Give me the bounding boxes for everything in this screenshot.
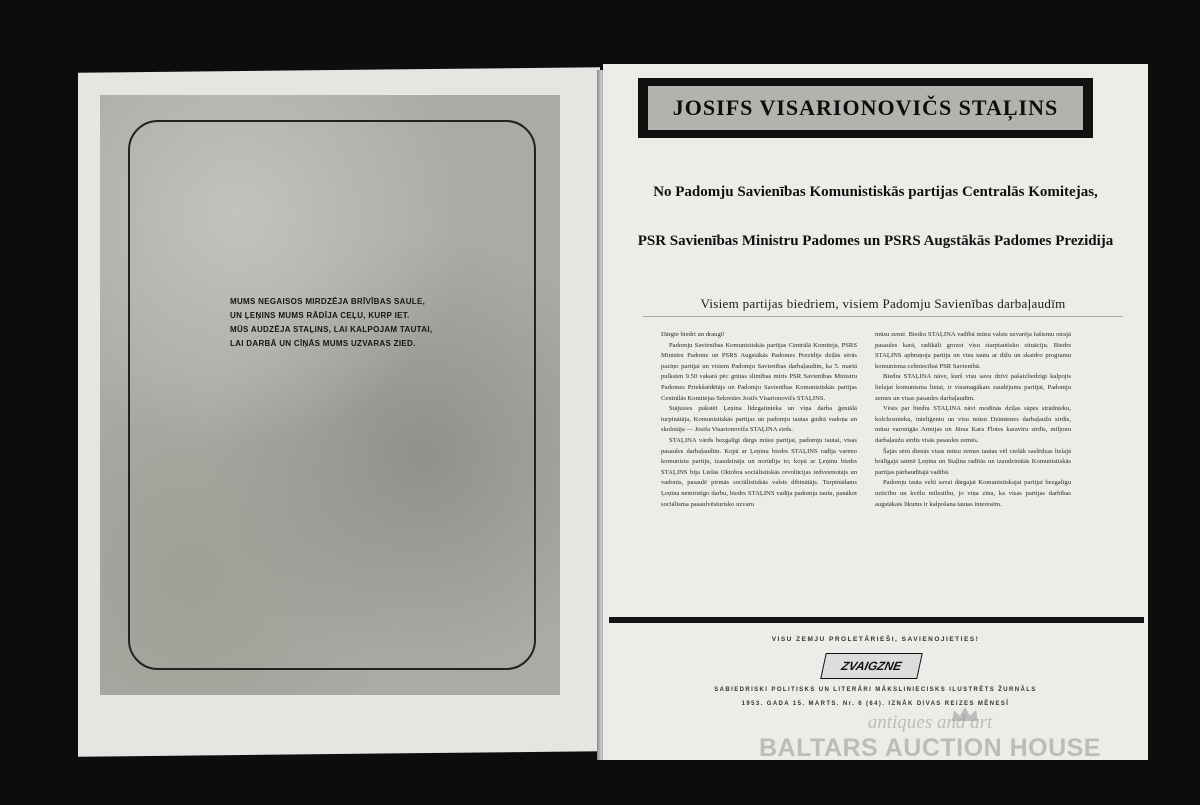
heading-central-committee: No Padomju Savienības Komunistiskās partijas Centralās Komitejas, (653, 184, 1098, 200)
title-banner (638, 78, 1093, 138)
paragraph: Šajās sēru dienās visas mūsu zemes tautas vēl ciešāk saslēdzas lielajā brālīgajā saimē Ļeņina un Staļina radītās un izaudzinātās Komunistiskās partijas pārbaudītajā vadībā. (875, 447, 1071, 476)
thick-divider (609, 617, 1144, 623)
address-line: Visiem partijas biedriem, visiem Padomju Savienības darbaļaudīm (700, 296, 1066, 311)
paragraph: Vēsts par biedra STAĻINA nāvi modinās dziļas sāpes strādnieku, kolchoznieku, inteliģentu un visu mūsu Dzimtenes darbaļaužu sirdīs, mūsu varonīgās Armijas un Jūras Kara Flotes karavīru sirdīs, miljonu darbaļaužu sirdīs visās pasaules zemēs. (875, 405, 1071, 444)
page-title: JOSIFS VISARIONOVIČS STAĻINS (648, 86, 1083, 130)
paragraph: Padomju Savienības Komunistiskās partijas Centrālā Komiteja, PSRS Ministru Padome un PSRS Augstākās Padomes Prezidijs dziļās sērās paziņo partijai un visiem Padomju Savienības darbaļaudīm, ka 5. martā pulksten 9.50 vakarā pēc grūtas slimības miris PSR Savienības Ministru Padomes Priekšsēdētājs un Padomju Savienības Komunistiskās partijas Centrālās Komitejas Sekretārs Josifs Visarionovičs STAĻINS. (661, 341, 857, 402)
paragraph: Dārgie biedri un draugi! (661, 331, 725, 338)
paragraph: Padomju tauta velti savai dārgajai Komunistiskajai partijai bezgalīgu uzticību un kvēlu mīlestību, jo viņa zina, ka visas partijas darbības augstākais likums ir kalpošana tautas interesēm. (875, 479, 1071, 508)
paragraph: Stājusies pukstēt Ļeņina līdzgaitnieka un viņa darba ģeniālā turpinātāja, Komunistiskās partijas un padomju tautas gudrā vadoņa un skolotāja — Josifa Visarionoviča STAĻINA sirds. (661, 405, 857, 434)
poem (230, 295, 470, 351)
watermark-line-2: BALTARS AUCTION HOUSE (759, 734, 1101, 762)
right-page (603, 64, 1148, 760)
poem-line: UN ĻEŅINS MUMS RĀDĪJA CEĻU, KURP IET. (230, 311, 410, 320)
text-column-left (661, 330, 857, 510)
paragraph: STAĻINA vārds bezgalīgi dārgs mūsu partijai, padomju tautai, visas pasaules darbaļaudīm. Kopā ar Ļeņinu biedrs STAĻINS radīja vareno komunistu partiju, izaudzināja un norūdīja to; kopā ar Ļeņinu biedrs STAĻINS bija Lielās Oktobra sociālistiskās revolūcijas iedvesmotājs un vadonis, pasaulē pirmās sociālistiskās valsts dibinātājs. Turpinādams Ļeņina nemirstīgo darbu, biedrs STAĻINS vadīja padomju tautu, panākot sociālisma pasaulvēsturisko uzvaru (661, 436, 857, 508)
watermark (720, 712, 1140, 762)
poem-line: LAI DARBĀ UN CĪŅĀS MUMS UZVARAS ZIED. (230, 339, 416, 348)
paragraph: Biedra STAĻINA nāve, kurš visu savu dzīvi pašaizliedzīgi kalpojis lielajai komunisma lietai, ir vissmagākais zaudējums partijai, Padomju zemes un visas pasaules darbaļaudīm. (875, 373, 1071, 402)
magazine-description: SABIEDRISKI POLITISKS UN LITERĀRI MĀKSLINIECISKS ILUSTRĒTS ŽURNĀLS (714, 687, 1037, 693)
divider (643, 316, 1123, 317)
slogan: VISU ZEMJU PROLETĀRIEŠI, SAVIENOJIETIES! (771, 636, 980, 643)
issue-info: 1953. GADA 15. MARTS. Nr. 6 (64). IZNĀK DIVAS REIZES MĒNESĪ (741, 701, 1010, 707)
magazine-logo: ZVAIGZNE (820, 653, 923, 679)
heading-council-of-ministers: PSR Savienības Ministru Padomes un PSRS Augstākās Padomes Prezidija (637, 233, 1114, 249)
paragraph: mūsu zemē. Biedra STAĻINA vadībā mūsu valsts uzvarēja fašismu otrajā pasaules karā, radikāli grozot visu starptautisko situāciju. Biedrs STAĻINS apbruņoja partiju un visu tautu ar dižu un skaidro programu komunisma celtniecībai PSR Savienībā. (875, 331, 1071, 370)
watermark-line-1: antiques and art (867, 712, 993, 733)
poem-line: MŪS AUDZĒJA STAĻINS, LAI KALPOJAM TAUTAI, (230, 325, 433, 334)
decorative-frame (128, 120, 536, 670)
text-column-right (875, 330, 1071, 510)
poem-line: MUMS NEGAISOS MIRDZĒJA BRĪVĪBAS SAULE, (230, 297, 426, 306)
